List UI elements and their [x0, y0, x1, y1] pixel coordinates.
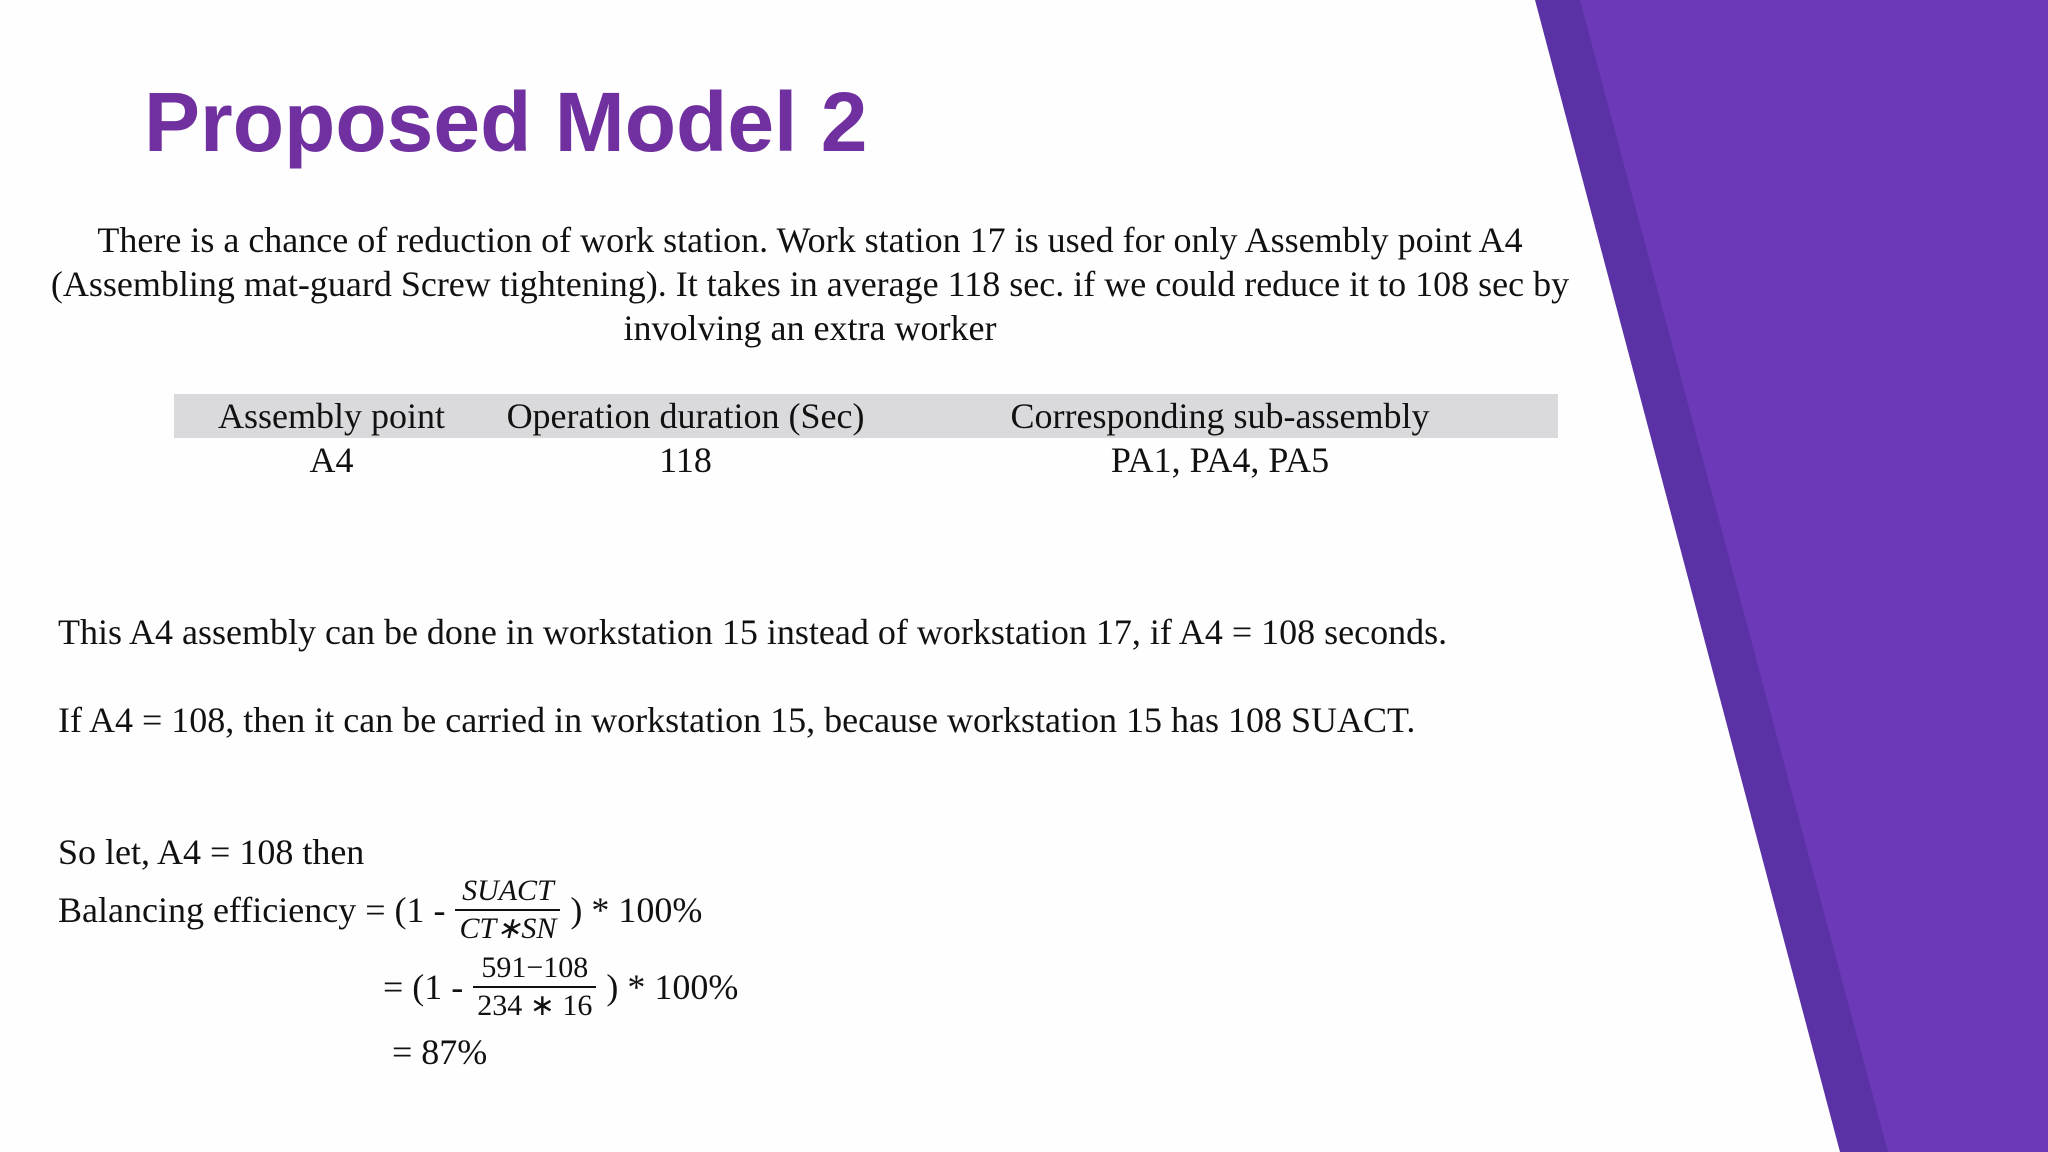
table-row — [174, 438, 1558, 482]
formula-fraction — [455, 873, 560, 947]
cell-assembly-point: A4 — [309, 440, 354, 480]
header-assembly-point: Assembly point — [174, 394, 489, 438]
efficiency-formula — [58, 873, 702, 947]
intro-paragraph: There is a chance of reduction of work station. Work station 17 is used for only Assembly point A4 (Assembling mat-guard Screw tightening). It takes in average 118 sec. if we could reduce it to 108 sec by involving an extra worker — [50, 220, 1570, 348]
fraction-denominator: CT∗SN — [455, 909, 560, 947]
table-header-row — [174, 394, 1558, 438]
substitution-fraction — [473, 950, 596, 1024]
cell-sub-assembly: PA1, PA4, PA5 — [1110, 440, 1330, 480]
efficiency-result: = 87% — [392, 1032, 488, 1072]
paragraph-suact: If A4 = 108, then it can be carried in workstation 15, because workstation 15 has 108 SUACT. — [58, 700, 1416, 740]
let-line: So let, A4 = 108 then — [58, 832, 365, 872]
assembly-table — [174, 394, 1558, 482]
formula-tail: ) * 100% — [570, 890, 703, 930]
fraction-numerator: SUACT — [462, 874, 554, 907]
substitution-denominator: 234 ∗ 16 — [473, 986, 596, 1024]
paragraph-workstation-15: This A4 assembly can be done in workstation 15 instead of workstation 17, if A4 = 108 seconds. — [58, 612, 1448, 652]
efficiency-substitution — [383, 950, 738, 1024]
substitution-tail: ) * 100% — [606, 967, 739, 1007]
formula-lhs: Balancing efficiency = (1 - — [58, 890, 446, 930]
header-sub-assembly: Corresponding sub-assembly — [882, 394, 1558, 438]
substitution-numerator: 591−108 — [481, 951, 589, 984]
slide-title: Proposed Model 2 — [144, 75, 868, 169]
header-operation-duration: Operation duration (Sec) — [489, 394, 882, 438]
substitution-lhs: = (1 - — [383, 967, 464, 1007]
cell-operation-duration: 118 — [659, 440, 712, 480]
